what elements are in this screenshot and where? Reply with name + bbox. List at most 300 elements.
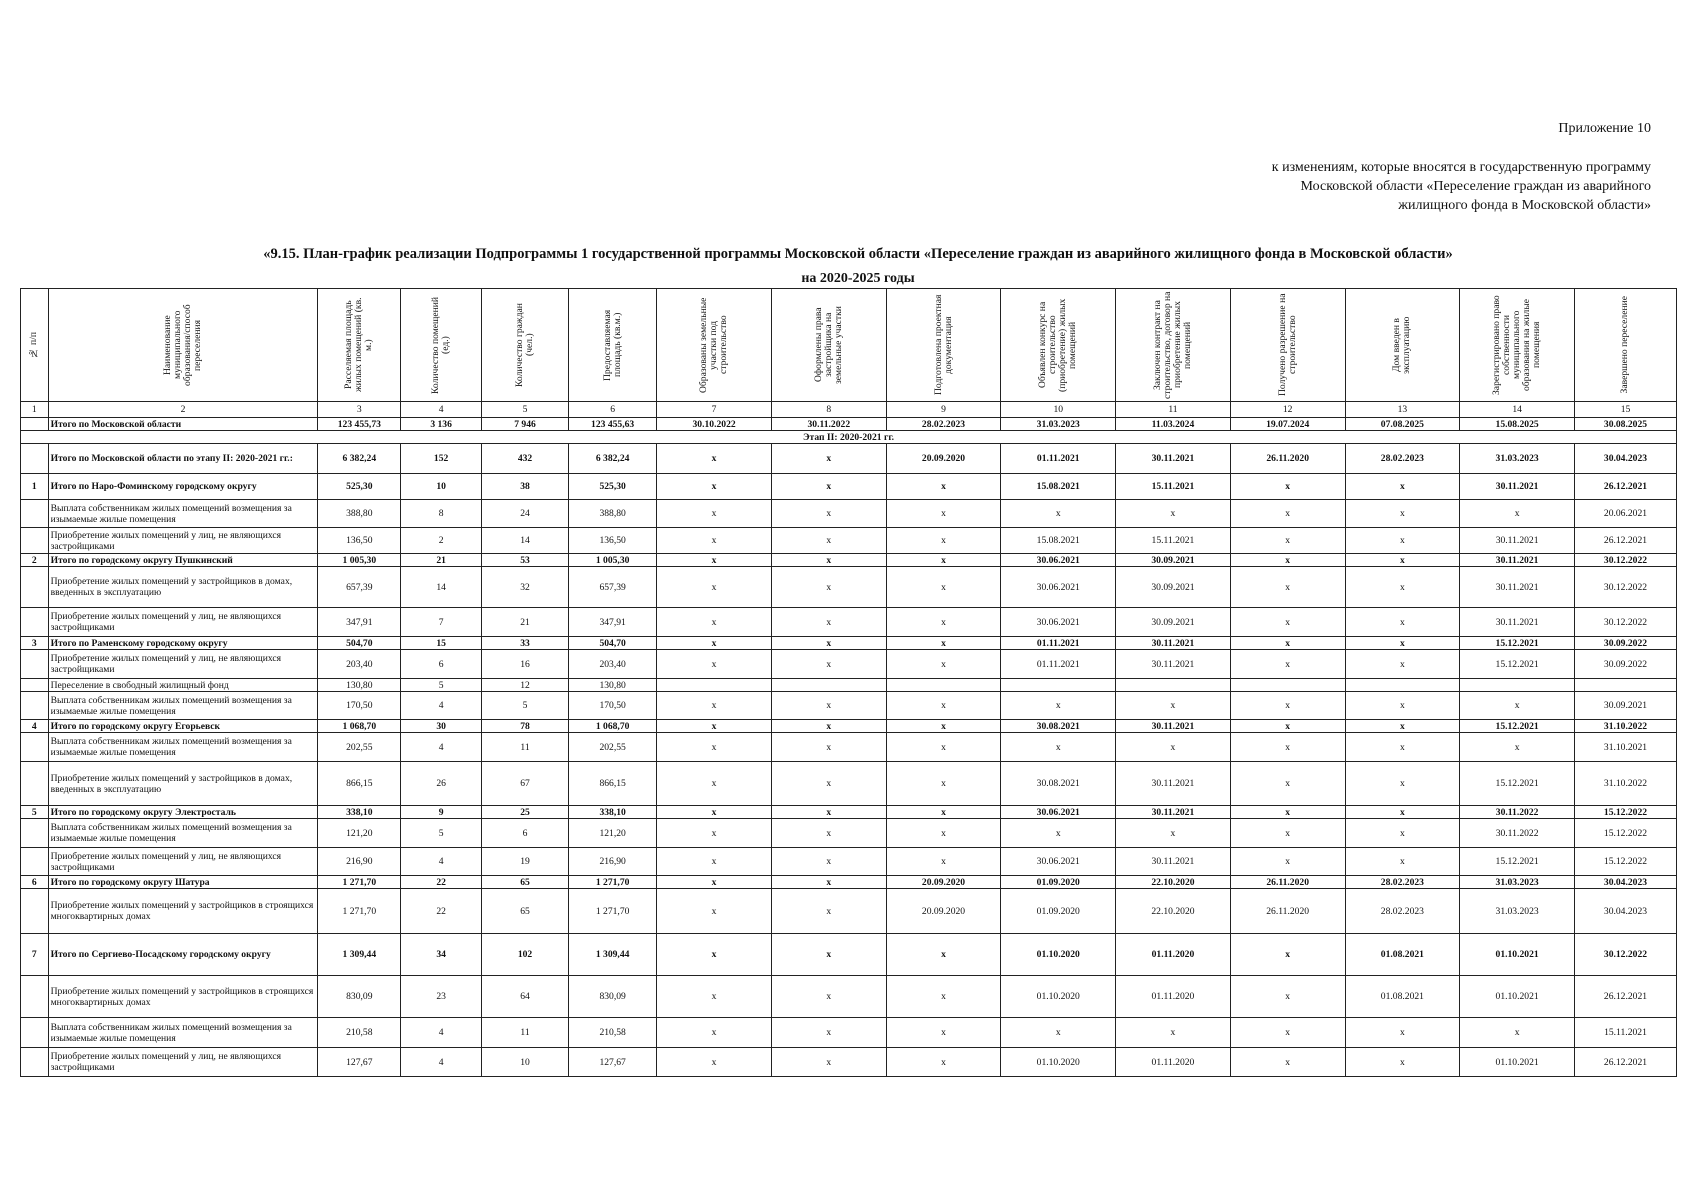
table-cell: 19.07.2024 (1230, 418, 1345, 431)
table-cell: x (1345, 637, 1460, 650)
column-header-label: Количество граждан (чел.) (514, 303, 536, 387)
table-cell: 6 (481, 819, 568, 848)
table-cell: 01.10.2021 (1460, 976, 1575, 1018)
table-cell: x (771, 1048, 886, 1077)
table-cell: 152 (401, 444, 482, 474)
table-cell: x (1116, 500, 1231, 528)
table-cell: 32 (481, 567, 568, 608)
table-cell: 31.10.2022 (1574, 720, 1676, 733)
table-cell: 123 455,63 (569, 418, 657, 431)
table-cell: x (886, 692, 1001, 720)
table-cell: 01.11.2021 (1001, 444, 1116, 474)
table-cell: 01.10.2020 (1001, 1048, 1116, 1077)
table-cell: 866,15 (318, 762, 401, 806)
table-cell: 07.08.2025 (1345, 418, 1460, 431)
table-cell: x (1460, 733, 1575, 762)
row-number (21, 528, 49, 554)
row-name: Итого по Наро-Фоминскому городскому округу (48, 474, 318, 500)
table-cell: x (1230, 934, 1345, 976)
row-number (21, 976, 49, 1018)
table-cell: x (886, 500, 1001, 528)
column-number: 6 (569, 402, 657, 418)
table-cell: x (771, 650, 886, 679)
table-cell: 30.08.2021 (1001, 720, 1116, 733)
table-cell: x (771, 1018, 886, 1048)
table-cell (771, 679, 886, 692)
table-cell: x (657, 650, 772, 679)
table-cell: 2 (401, 528, 482, 554)
row-number (21, 889, 49, 934)
row-number: 6 (21, 876, 49, 889)
row-name: Итого по городскому округу Электросталь (48, 806, 318, 819)
table-cell: x (886, 554, 1001, 567)
column-number: 15 (1574, 402, 1676, 418)
table-cell: 24 (481, 500, 568, 528)
table-cell: 1 005,30 (318, 554, 401, 567)
table-cell: x (886, 934, 1001, 976)
table-cell: 01.11.2021 (1001, 637, 1116, 650)
table-cell: 5 (401, 679, 482, 692)
table-cell: 21 (481, 608, 568, 637)
table-cell: x (657, 762, 772, 806)
table-cell: x (1345, 567, 1460, 608)
row-name: Приобретение жилых помещений у лиц, не являющихся застройщиками (48, 1048, 318, 1077)
row-name: Приобретение жилых помещений у застройщиков в домах, введенных в эксплуатацию (48, 762, 318, 806)
table-cell: x (886, 650, 1001, 679)
column-number: 8 (771, 402, 886, 418)
table-cell: 130,80 (569, 679, 657, 692)
row-name: Выплата собственникам жилых помещений возмещения за изымаемые жилые помещения (48, 692, 318, 720)
column-header-label: Образованы земельные участки под строительство (698, 297, 730, 393)
table-cell: x (1001, 692, 1116, 720)
table-cell: x (1230, 637, 1345, 650)
column-number: 7 (657, 402, 772, 418)
table-cell: x (771, 876, 886, 889)
table-cell: 26.11.2020 (1230, 444, 1345, 474)
table-cell: x (886, 733, 1001, 762)
table-cell: 4 (401, 692, 482, 720)
table-cell: 15 (401, 637, 482, 650)
table-cell: 22.10.2020 (1116, 889, 1231, 934)
table-cell: x (1230, 762, 1345, 806)
table-cell: x (771, 762, 886, 806)
row-name: Итого по городскому округу Егорьевск (48, 720, 318, 733)
table-cell: 31.03.2023 (1460, 444, 1575, 474)
row-name: Итого по городскому округу Шатура (48, 876, 318, 889)
row-number (21, 1018, 49, 1048)
table-cell: x (886, 474, 1001, 500)
table-cell: 347,91 (569, 608, 657, 637)
table-cell: 22 (401, 889, 482, 934)
appendix-line-1: к изменениям, которые вносятся в государственную программу (1271, 160, 1651, 175)
table-cell: 30.04.2023 (1574, 889, 1676, 934)
table-cell: x (1345, 848, 1460, 876)
column-header-label: Подготовлена проектная документация (932, 294, 954, 396)
table-cell: 15.12.2021 (1460, 650, 1575, 679)
table-cell: 102 (481, 934, 568, 976)
table-cell: 15.12.2021 (1460, 637, 1575, 650)
table-cell: x (1230, 500, 1345, 528)
row-number (21, 650, 49, 679)
table-cell: 127,67 (569, 1048, 657, 1077)
table-cell: 6 382,24 (569, 444, 657, 474)
row-number (21, 418, 49, 431)
table-cell (1574, 679, 1676, 692)
table-cell: 65 (481, 876, 568, 889)
table-row (21, 762, 1677, 806)
column-header (1345, 289, 1460, 402)
table-cell: 136,50 (569, 528, 657, 554)
table-cell: 525,30 (318, 474, 401, 500)
row-number: 5 (21, 806, 49, 819)
table-cell: 01.11.2020 (1116, 934, 1231, 976)
table-cell: 30.04.2023 (1574, 444, 1676, 474)
table-cell (886, 679, 1001, 692)
table-cell: 01.09.2020 (1001, 876, 1116, 889)
table-cell: 33 (481, 637, 568, 650)
table-cell: x (886, 848, 1001, 876)
column-header (1230, 289, 1345, 402)
table-cell: 26 (401, 762, 482, 806)
column-number: 5 (481, 402, 568, 418)
table-row (21, 431, 1677, 444)
table-cell: x (657, 806, 772, 819)
table-cell: 30.11.2021 (1116, 848, 1231, 876)
table-cell: x (1345, 474, 1460, 500)
table-cell: 30.06.2021 (1001, 806, 1116, 819)
table-cell: 30.09.2021 (1116, 554, 1231, 567)
table-cell: x (1345, 733, 1460, 762)
table-cell: 78 (481, 720, 568, 733)
row-name: Приобретение жилых помещений у лиц, не являющихся застройщиками (48, 848, 318, 876)
column-number: 3 (318, 402, 401, 418)
table-cell: 30.11.2022 (771, 418, 886, 431)
row-number: 4 (21, 720, 49, 733)
table-cell: 1 271,70 (569, 876, 657, 889)
column-number: 10 (1001, 402, 1116, 418)
table-cell: x (1460, 692, 1575, 720)
row-number: 2 (21, 554, 49, 567)
row-name: Приобретение жилых помещений у застройщиков в строящихся многоквартирных домах (48, 976, 318, 1018)
table-cell: 203,40 (569, 650, 657, 679)
table-cell: 203,40 (318, 650, 401, 679)
table-cell: x (657, 692, 772, 720)
table-cell: 15.11.2021 (1116, 528, 1231, 554)
table-cell: x (1345, 819, 1460, 848)
table-cell: 123 455,73 (318, 418, 401, 431)
table-cell: 28.02.2023 (1345, 889, 1460, 934)
table-cell: x (771, 819, 886, 848)
table-row (21, 650, 1677, 679)
table-cell: x (1345, 554, 1460, 567)
table-cell: x (657, 444, 772, 474)
table-cell: 30.06.2021 (1001, 567, 1116, 608)
column-number: 2 (48, 402, 318, 418)
table-cell: x (657, 1048, 772, 1077)
table-cell: x (1345, 806, 1460, 819)
table-cell: 15.12.2022 (1574, 806, 1676, 819)
table-cell: x (657, 976, 772, 1018)
table-cell: 7 946 (481, 418, 568, 431)
table-cell (1001, 679, 1116, 692)
table-cell: x (657, 720, 772, 733)
table-cell: 5 (401, 819, 482, 848)
column-number: 1 (21, 402, 49, 418)
table-cell: 15.12.2022 (1574, 848, 1676, 876)
table-cell: 202,55 (569, 733, 657, 762)
table-cell: 1 271,70 (318, 889, 401, 934)
table-cell: 01.10.2021 (1460, 934, 1575, 976)
table-cell: 21 (401, 554, 482, 567)
column-number: 14 (1460, 402, 1575, 418)
table-cell: x (1230, 554, 1345, 567)
table-row (21, 637, 1677, 650)
table-cell: x (657, 819, 772, 848)
table-cell: 7 (401, 608, 482, 637)
table-cell: 30.09.2022 (1574, 637, 1676, 650)
table-row (21, 554, 1677, 567)
table-cell: 1 309,44 (318, 934, 401, 976)
table-cell: x (886, 976, 1001, 1018)
table-cell: 6 382,24 (318, 444, 401, 474)
table-cell: x (1230, 720, 1345, 733)
row-name: Переселение в свободный жилищный фонд (48, 679, 318, 692)
table-cell: x (657, 934, 772, 976)
table-cell: 830,09 (569, 976, 657, 1018)
table-cell: 9 (401, 806, 482, 819)
table-cell: 30.06.2021 (1001, 848, 1116, 876)
table-cell: 30.09.2021 (1116, 567, 1231, 608)
table-cell: 504,70 (318, 637, 401, 650)
table-cell: x (1345, 762, 1460, 806)
table-row (21, 692, 1677, 720)
table-cell: 15.08.2021 (1001, 474, 1116, 500)
table-cell: 4 (401, 848, 482, 876)
table-cell: x (1116, 1018, 1231, 1048)
table-row (21, 679, 1677, 692)
table-cell: x (1345, 500, 1460, 528)
table-cell: 30.11.2022 (1460, 819, 1575, 848)
table-cell: x (886, 1048, 1001, 1077)
table-body (21, 418, 1677, 1077)
table-cell: x (1230, 528, 1345, 554)
table-cell: 30.11.2021 (1116, 762, 1231, 806)
table-cell: 20.09.2020 (886, 876, 1001, 889)
table-cell: 30.08.2021 (1001, 762, 1116, 806)
table-row (21, 1018, 1677, 1048)
table-cell: x (657, 733, 772, 762)
row-name: Выплата собственникам жилых помещений возмещения за изымаемые жилые помещения (48, 1018, 318, 1048)
table-cell: x (1230, 1048, 1345, 1077)
table-cell: 388,80 (318, 500, 401, 528)
column-header (1574, 289, 1676, 402)
table-cell: x (1230, 819, 1345, 848)
row-name: Приобретение жилых помещений у лиц, не являющихся застройщиками (48, 608, 318, 637)
table-cell: 15.08.2021 (1001, 528, 1116, 554)
table-cell: x (886, 819, 1001, 848)
table-cell: 01.09.2020 (1001, 889, 1116, 934)
document-title: «9.15. План-график реализации Подпрограммы 1 государственной программы Московской области «Переселение граждан из аварийного жилищного фонда в Московской области» (263, 246, 1453, 262)
table-cell: x (1230, 1018, 1345, 1048)
table-cell: x (1345, 720, 1460, 733)
table-cell: x (1345, 1018, 1460, 1048)
row-number (21, 608, 49, 637)
row-name: Выплата собственникам жилых помещений возмещения за изымаемые жилые помещения (48, 500, 318, 528)
table-cell: x (1116, 733, 1231, 762)
table-cell: 01.11.2020 (1116, 1048, 1231, 1077)
appendix-line-2: Московской области «Переселение граждан из аварийного (1300, 179, 1651, 194)
column-header (886, 289, 1001, 402)
table-cell: 30.09.2022 (1574, 650, 1676, 679)
row-number (21, 444, 49, 474)
column-header (569, 289, 657, 402)
row-number (21, 692, 49, 720)
table-cell: 15.08.2025 (1460, 418, 1575, 431)
table-cell: 30.12.2022 (1574, 554, 1676, 567)
table-cell: 31.10.2022 (1574, 762, 1676, 806)
table-cell: 210,58 (318, 1018, 401, 1048)
table-cell: 28.02.2023 (1345, 876, 1460, 889)
table-cell: 432 (481, 444, 568, 474)
table-cell: x (886, 762, 1001, 806)
table-cell: 6 (401, 650, 482, 679)
table-cell: x (1230, 692, 1345, 720)
table-cell: 210,58 (569, 1018, 657, 1048)
table-cell: 30.11.2021 (1116, 720, 1231, 733)
table-cell (1230, 679, 1345, 692)
table-cell: 01.11.2021 (1001, 650, 1116, 679)
appendix-caption (1191, 158, 1651, 215)
table-cell: 15.11.2021 (1574, 1018, 1676, 1048)
table-cell: 30.10.2022 (657, 418, 772, 431)
table-cell: x (886, 528, 1001, 554)
table-row (21, 889, 1677, 934)
table-cell: 15.12.2021 (1460, 848, 1575, 876)
table-cell: 11 (481, 733, 568, 762)
table-cell: 10 (401, 474, 482, 500)
row-number (21, 567, 49, 608)
table-cell: 53 (481, 554, 568, 567)
table-cell: 338,10 (569, 806, 657, 819)
table-cell: x (1345, 528, 1460, 554)
table-cell: x (771, 934, 886, 976)
table-cell: 64 (481, 976, 568, 1018)
table-cell: x (771, 554, 886, 567)
table-row (21, 806, 1677, 819)
column-header-label: Дом введен в эксплуатацию (1391, 316, 1413, 374)
table-cell: 10 (481, 1048, 568, 1077)
table-cell: x (771, 733, 886, 762)
table-cell: 65 (481, 889, 568, 934)
table-cell: 4 (401, 1048, 482, 1077)
table-cell: x (771, 500, 886, 528)
table-cell: x (771, 692, 886, 720)
table-cell: x (771, 637, 886, 650)
table-cell: 657,39 (318, 567, 401, 608)
table-row (21, 608, 1677, 637)
table-cell: 28.02.2023 (886, 418, 1001, 431)
table-cell: 121,20 (569, 819, 657, 848)
table-cell: 338,10 (318, 806, 401, 819)
table-cell: x (1460, 1018, 1575, 1048)
row-number (21, 819, 49, 848)
table-cell: x (886, 567, 1001, 608)
table-row (21, 567, 1677, 608)
table-row (21, 720, 1677, 733)
table-cell: x (1001, 733, 1116, 762)
column-header (401, 289, 482, 402)
table-cell: 22.10.2020 (1116, 876, 1231, 889)
row-number: 1 (21, 474, 49, 500)
column-header-label: Оформлены права застройщика на земельные участки (812, 306, 844, 384)
table-cell: x (771, 720, 886, 733)
table-cell: 20.09.2020 (886, 444, 1001, 474)
table-cell: x (1230, 650, 1345, 679)
table-cell: 866,15 (569, 762, 657, 806)
column-header (48, 289, 318, 402)
table-cell: 202,55 (318, 733, 401, 762)
table-cell: x (771, 976, 886, 1018)
table-cell: 8 (401, 500, 482, 528)
table-row (21, 934, 1677, 976)
table-cell: 30.12.2022 (1574, 567, 1676, 608)
table-cell (1460, 679, 1575, 692)
table-cell: 4 (401, 733, 482, 762)
table-cell: x (1116, 692, 1231, 720)
table-cell: 830,09 (318, 976, 401, 1018)
table-cell: 1 309,44 (569, 934, 657, 976)
table-cell: 657,39 (569, 567, 657, 608)
table-cell: 30.11.2021 (1116, 444, 1231, 474)
table-cell: x (771, 444, 886, 474)
table-cell: x (886, 608, 1001, 637)
table-cell: 30.11.2021 (1460, 608, 1575, 637)
table-cell: x (1230, 806, 1345, 819)
column-header-label: Количество помещений (ед.) (430, 296, 452, 394)
table-row (21, 848, 1677, 876)
column-header-label: Заключен контракт на строительство, договор на приобретение жилых помещений (1151, 291, 1193, 399)
column-number: 12 (1230, 402, 1345, 418)
table-cell: x (1001, 500, 1116, 528)
column-number: 11 (1116, 402, 1231, 418)
table-cell: 30.06.2021 (1001, 554, 1116, 567)
table-cell: x (1001, 819, 1116, 848)
column-header-label: Получено разрешение на строительство (1276, 293, 1298, 397)
table-cell: 31.03.2023 (1001, 418, 1116, 431)
table-cell: x (1230, 733, 1345, 762)
column-header (771, 289, 886, 402)
plan-schedule-table (20, 288, 1677, 1077)
table-row (21, 876, 1677, 889)
row-number (21, 848, 49, 876)
appendix-title: Приложение 10 (1558, 121, 1651, 136)
table-cell: 30.11.2021 (1116, 650, 1231, 679)
table-cell: 504,70 (569, 637, 657, 650)
table-cell: x (1230, 976, 1345, 1018)
table-cell: 30.09.2021 (1574, 692, 1676, 720)
table-cell: 16 (481, 650, 568, 679)
table-cell: 121,20 (318, 819, 401, 848)
table-cell: x (1230, 608, 1345, 637)
table-row (21, 1048, 1677, 1077)
table-cell: x (657, 608, 772, 637)
table-cell: 01.08.2021 (1345, 976, 1460, 1018)
row-name: Приобретение жилых помещений у лиц, не являющихся застройщиками (48, 650, 318, 679)
table-cell: x (886, 1018, 1001, 1048)
table-cell (657, 679, 772, 692)
table-row (21, 500, 1677, 528)
table-cell: x (657, 848, 772, 876)
